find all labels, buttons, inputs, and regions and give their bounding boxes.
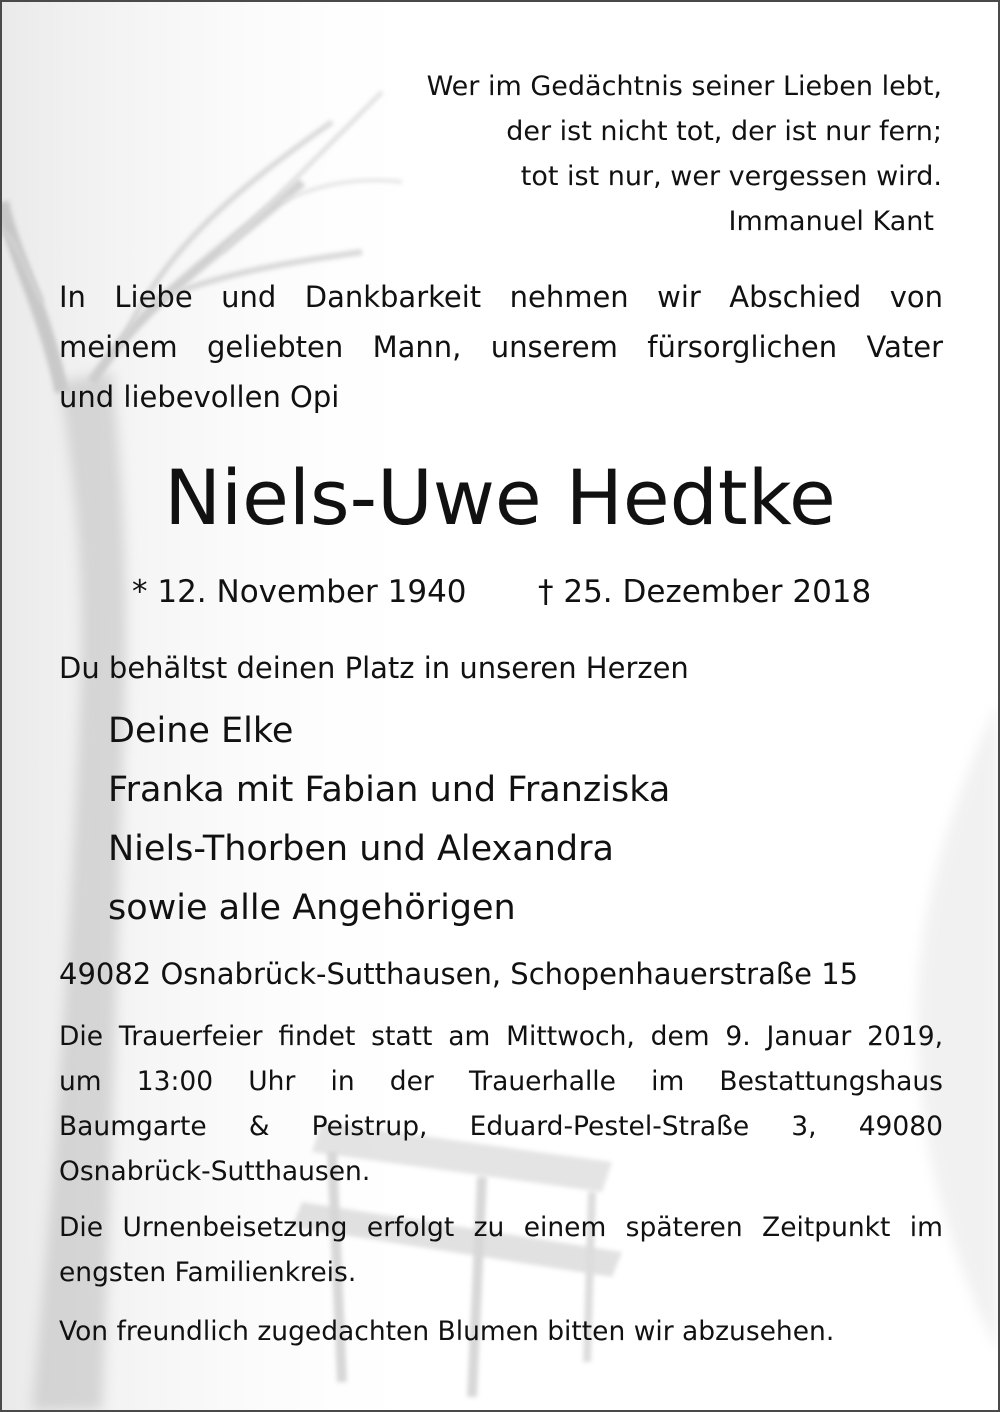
family-member: sowie alle Angehörigen (108, 888, 516, 928)
family-member: Franka mit Fabian und Franziska (108, 770, 671, 810)
family-member: Deine Elke (108, 711, 294, 751)
burial-line: engsten Familienkreis. (59, 1257, 357, 1288)
family-address: 49082 Osnabrück-Sutthausen, Schopenhauerstraße 15 (59, 957, 859, 991)
service-line: um 13:00 Uhr in der Trauerhalle im Bestattungshaus (59, 1066, 943, 1097)
deceased-name: Niels-Uwe Hedtke (164, 453, 836, 542)
flowers-line: Von freundlich zugedachten Blumen bitten wir abzusehen. (59, 1316, 835, 1347)
quote-author: Immanuel Kant (728, 206, 934, 237)
funeral-service-paragraph (59, 1014, 943, 1194)
intro-line: In Liebe und Dankbarkeit nehmen wir Abschied von (59, 280, 943, 314)
intro-line: und liebevollen Opi (59, 380, 340, 414)
memorial-motto: Du behältst deinen Platz in unseren Herzen (59, 651, 689, 685)
epigraph-quote (427, 64, 942, 244)
intro-line: meinem geliebten Mann, unserem fürsorglichen Vater (59, 330, 943, 364)
family-member: Niels-Thorben und Alexandra (108, 829, 614, 869)
death-date: † 25. Dezember 2018 (538, 574, 872, 610)
flowers-note (59, 1309, 943, 1354)
burial-line: Die Urnenbeisetzung erfolgt zu einem späteren Zeitpunkt im (59, 1212, 943, 1243)
quote-line: Wer im Gedächtnis seiner Lieben lebt, (426, 71, 942, 102)
burial-paragraph (59, 1205, 943, 1295)
family-list (108, 702, 670, 938)
intro-paragraph (59, 272, 943, 422)
service-line: Die Trauerfeier findet statt am Mittwoch, dem 9. Januar 2019, (59, 1021, 943, 1052)
service-line: Osnabrück-Sutthausen. (59, 1156, 371, 1187)
service-line: Baumgarte & Peistrup, Eduard-Pestel-Straße 3, 49080 (59, 1111, 943, 1142)
quote-line: der ist nicht tot, der ist nur fern; (506, 116, 942, 147)
birth-date: * 12. November 1940 (132, 574, 467, 610)
quote-line: tot ist nur, wer vergessen wird. (520, 161, 942, 192)
